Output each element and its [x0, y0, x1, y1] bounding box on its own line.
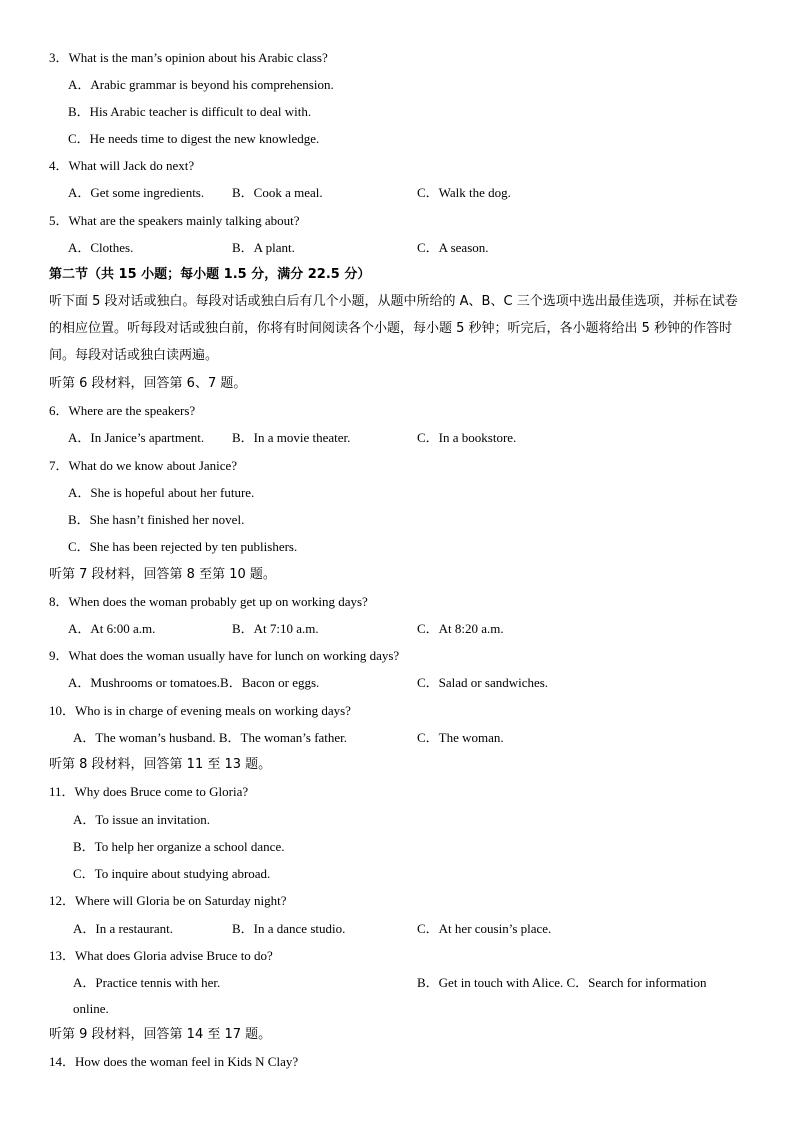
section-instructions: 听下面 5 段对话或独白。每段对话或独白后有几个小题，从题中所给的 A、B、C 三个选项中选出最佳选项，并标在试卷的相应位置。听每段对话或独白前，你将有时间阅读各个小题，每小题 5 秒钟；听完后，各小题将给出 5 秒钟的作答时间。每段对话或独白读两遍。: [49, 294, 738, 363]
question-9-option-c: C．Salad or sandwiches.: [417, 675, 549, 690]
question-8-option-a: A．At 6:00 a.m.: [68, 621, 156, 636]
section-heading: 第二节（共 15 小题；每小题 1.5 分，满分 22.5 分）: [49, 267, 371, 282]
question-7-option-c: C．She has been rejected by ten publishers.: [68, 539, 298, 554]
question-6-option-a: A．In Janice’s apartment.: [68, 430, 205, 445]
question-4-option-a: A．Get some ingredients.: [68, 185, 205, 200]
question-3-stem: 3．What is the man’s opinion about his Arabic class?: [49, 50, 328, 65]
question-4-stem: 4．What will Jack do next?: [49, 158, 195, 173]
question-13-option-c-continued: online.: [73, 1001, 109, 1016]
question-11-option-a: A．To issue an invitation.: [73, 812, 211, 827]
question-3-option-a: A．Arabic grammar is beyond his comprehension.: [68, 77, 334, 92]
question-3-option-b: B．His Arabic teacher is difficult to deal with.: [68, 104, 312, 119]
question-9-stem: 9．What does the woman usually have for lunch on working days?: [49, 648, 400, 663]
material-9-header: 听第 9 段材料，回答第 14 至 17 题。: [49, 1027, 272, 1042]
question-10-stem: 10．Who is in charge of evening meals on working days?: [49, 703, 351, 718]
question-11-stem: 11．Why does Bruce come to Gloria?: [49, 784, 249, 799]
material-8-header: 听第 8 段材料，回答第 11 至 13 题。: [49, 757, 272, 772]
question-6-stem: 6．Where are the speakers?: [49, 403, 196, 418]
question-5-option-a: A．Clothes.: [68, 240, 134, 255]
question-5-option-c: C．A season.: [417, 240, 489, 255]
question-5-stem: 5．What are the speakers mainly talking about?: [49, 213, 300, 228]
question-9-option-a-b: A．Mushrooms or tomatoes.B．Bacon or eggs.: [68, 675, 320, 690]
question-4-option-b: B．Cook a meal.: [232, 185, 323, 200]
question-5-option-b: B．A plant.: [232, 240, 295, 255]
material-7-header: 听第 7 段材料，回答第 8 至第 10 题。: [49, 567, 276, 582]
question-12-option-c: C．At her cousin’s place.: [417, 921, 552, 936]
material-6-header: 听第 6 段材料，回答第 6、7 题。: [49, 376, 247, 391]
question-7-option-a: A．She is hopeful about her future.: [68, 485, 255, 500]
question-6-option-c: C．In a bookstore.: [417, 430, 517, 445]
question-12-stem: 12．Where will Gloria be on Saturday night?: [49, 893, 287, 908]
question-10-option-c: C．The woman.: [417, 730, 504, 745]
question-8-stem: 8．When does the woman probably get up on working days?: [49, 594, 368, 609]
question-13-stem: 13．What does Gloria advise Bruce to do?: [49, 948, 273, 963]
question-3-option-c: C．He needs time to digest the new knowledge.: [68, 131, 320, 146]
question-7-option-b: B．She hasn’t finished her novel.: [68, 512, 245, 527]
question-14-stem: 14．How does the woman feel in Kids N Clay?: [49, 1054, 299, 1069]
question-4-option-c: C．Walk the dog.: [417, 185, 511, 200]
question-7-stem: 7．What do we know about Janice?: [49, 458, 238, 473]
question-12-option-a: A．In a restaurant.: [73, 921, 173, 936]
question-11-option-c: C．To inquire about studying abroad.: [73, 866, 271, 881]
question-10-option-a-b: A．The woman’s husband. B．The woman’s father.: [73, 730, 348, 745]
question-13-option-b-c: B．Get in touch with Alice. C．Search for information: [417, 975, 707, 990]
question-8-option-b: B．At 7:10 a.m.: [232, 621, 319, 636]
question-11-option-b: B．To help her organize a school dance.: [73, 839, 285, 854]
question-12-option-b: B．In a dance studio.: [232, 921, 346, 936]
question-8-option-c: C．At 8:20 a.m.: [417, 621, 504, 636]
question-13-option-a: A．Practice tennis with her.: [73, 975, 221, 990]
question-6-option-b: B．In a movie theater.: [232, 430, 351, 445]
